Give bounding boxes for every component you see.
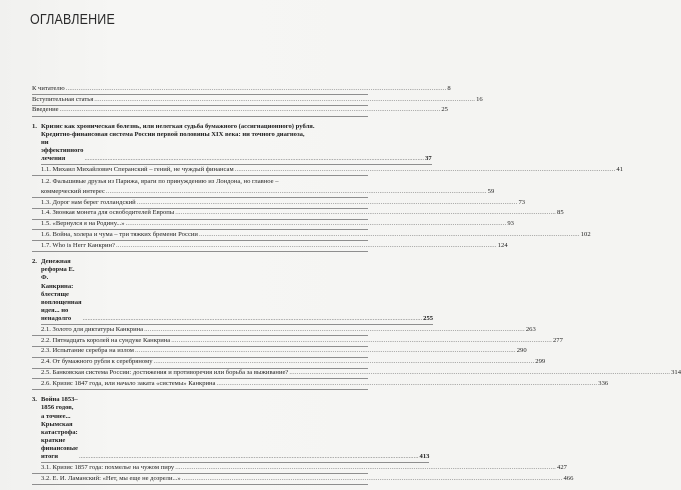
toc-section-label: 1.1. Михаил Михайлович Сперанский – гений, не чуждый финансам <box>41 165 234 173</box>
leader-dots <box>171 337 552 345</box>
toc-section[interactable] <box>32 209 564 220</box>
toc-section[interactable] <box>32 198 526 209</box>
leader-dots <box>116 242 497 250</box>
toc-entry-label: Вступительная статья <box>32 95 94 103</box>
toc-section[interactable] <box>32 176 368 187</box>
toc-entry-page: 16 <box>476 95 483 103</box>
toc-section-label: 1.3. Дорог нам берег голландский <box>41 198 136 206</box>
leader-dots <box>135 347 516 355</box>
toc-section-continuation[interactable] <box>32 187 495 198</box>
leader-dots <box>216 380 597 388</box>
leader-dots <box>79 453 419 461</box>
toc-section-label: 2.3. Испытание серебра на излом <box>41 347 134 355</box>
toc-section-page: 290 <box>516 347 527 355</box>
toc-section-label: 1.5. «Вернулся я на Родину...» <box>41 220 125 228</box>
toc-section[interactable] <box>32 241 508 252</box>
toc-section-page: 263 <box>525 325 536 333</box>
chapter-title-line: Кредитно-финансовая система России первой половины XIX века: ни точного диагноза, <box>41 130 305 138</box>
leader-dots <box>83 315 423 323</box>
chapter-number: 2. <box>32 258 37 266</box>
table-of-contents <box>32 84 681 485</box>
toc-section-page: 41 <box>616 165 624 173</box>
chapter-title-line: Кризис как хроническая болезнь, или нелегкая судьба бумажного (ассигнационного) рубля. <box>41 122 315 130</box>
leader-dots <box>126 220 507 228</box>
chapter-heading[interactable] <box>32 257 434 325</box>
toc-section-label: 2.1. Золото для диктатуры Канкрина <box>41 325 144 333</box>
toc-section-label: 2.6. Кризис 1847 года, или начало заката «системы» Канкрина <box>41 380 216 388</box>
toc-section-page: 466 <box>563 474 574 482</box>
leader-dots <box>182 475 563 483</box>
toc-section[interactable] <box>32 358 546 369</box>
chapter-number: 1. <box>32 122 37 130</box>
toc-section-label: 1.7. Who is Негг Канкрин? <box>41 242 115 250</box>
leader-dots <box>84 155 424 163</box>
chapter-heading[interactable] <box>32 122 432 165</box>
toc-section-label: 1.2. Фальшивые друзья из Парижа, враги по принуждению из Лондона, но главное – <box>41 177 279 185</box>
leader-dots <box>60 106 441 114</box>
toc-section-label: 2.4. От бумажного рубля к серебряному <box>41 358 153 366</box>
leader-dots <box>106 188 487 196</box>
toc-section[interactable] <box>32 220 514 231</box>
leader-dots <box>175 209 556 217</box>
toc-section-label: 2.2. Пятнадцать королей на сундуке Канкрина <box>41 336 171 344</box>
toc-section-page: 277 <box>552 336 563 344</box>
toc-entry[interactable] <box>32 106 448 117</box>
toc-section-label: 2.5. Банковская система России: достижения и противоречия или борьба за выживание? <box>41 369 289 377</box>
toc-entry-page: 8 <box>447 84 451 92</box>
toc-section[interactable] <box>32 347 527 358</box>
chapter-title-line: Война 1853–1856 годов, а точнее... Крымская катастрофа: краткие финансовые итоги <box>41 396 78 461</box>
chapter-title-line: Денежная реформа Е. Ф. Канкрина: блестяще воплощенная идея... но ненадолго <box>41 258 82 322</box>
chapter-heading[interactable] <box>32 395 430 463</box>
toc-section-page: 102 <box>580 231 591 239</box>
toc-section[interactable] <box>32 165 624 176</box>
toc-section[interactable] <box>32 463 567 474</box>
toc-section-page: 93 <box>507 220 514 228</box>
leader-dots <box>235 166 616 174</box>
toc-section-label: 1.4. Звонкая монета для освободителей Европы <box>41 209 175 217</box>
page-title: ОГЛАВЛЕНИЕ <box>30 12 115 28</box>
leader-dots <box>66 85 447 93</box>
toc-section-page: 427 <box>557 463 567 471</box>
toc-section[interactable] <box>32 369 681 380</box>
leader-dots <box>175 464 556 472</box>
leader-dots <box>289 369 670 377</box>
chapter-page: 413 <box>419 453 430 461</box>
leader-dots <box>199 231 580 239</box>
toc-section-page: 124 <box>497 242 508 250</box>
toc-section-label: 1.6. Война, холера и чума – три тяжких бремени России <box>41 231 198 239</box>
toc-section-label: коммерческий интерес <box>41 187 105 195</box>
chapter-number: 3. <box>32 396 37 404</box>
toc-section-page: 73 <box>518 198 526 206</box>
toc-section-page: 336 <box>598 380 609 388</box>
toc-section[interactable] <box>32 230 591 241</box>
toc-section-page: 314 <box>671 369 681 377</box>
chapter-page: 255 <box>423 314 434 322</box>
toc-section-label: 3.2. Е. И. Ламанский: «Нет, мы еще не дозрели...» <box>41 474 181 482</box>
toc-entry[interactable] <box>32 84 451 95</box>
leader-dots <box>154 358 535 366</box>
toc-section-label: 3.1. Кризис 1857 года: похмелье на чужом пиру <box>41 463 175 471</box>
toc-section-page: 59 <box>487 187 495 195</box>
toc-entry-label: К читателю <box>32 84 65 92</box>
chapter-page: 37 <box>425 155 432 163</box>
leader-dots <box>144 326 525 334</box>
toc-section[interactable] <box>32 336 563 347</box>
toc-entry[interactable] <box>32 95 483 106</box>
toc-entry-label: Введение <box>32 106 59 114</box>
leader-dots <box>137 199 518 207</box>
toc-entry-page: 25 <box>441 106 448 114</box>
toc-section-page: 85 <box>557 209 564 217</box>
leader-dots <box>94 96 475 104</box>
toc-section[interactable] <box>32 325 536 336</box>
toc-section[interactable] <box>32 474 574 485</box>
chapter-title-line: ни эффективного лечения <box>41 138 84 163</box>
toc-section[interactable] <box>32 379 609 390</box>
toc-section-page: 299 <box>535 358 546 366</box>
